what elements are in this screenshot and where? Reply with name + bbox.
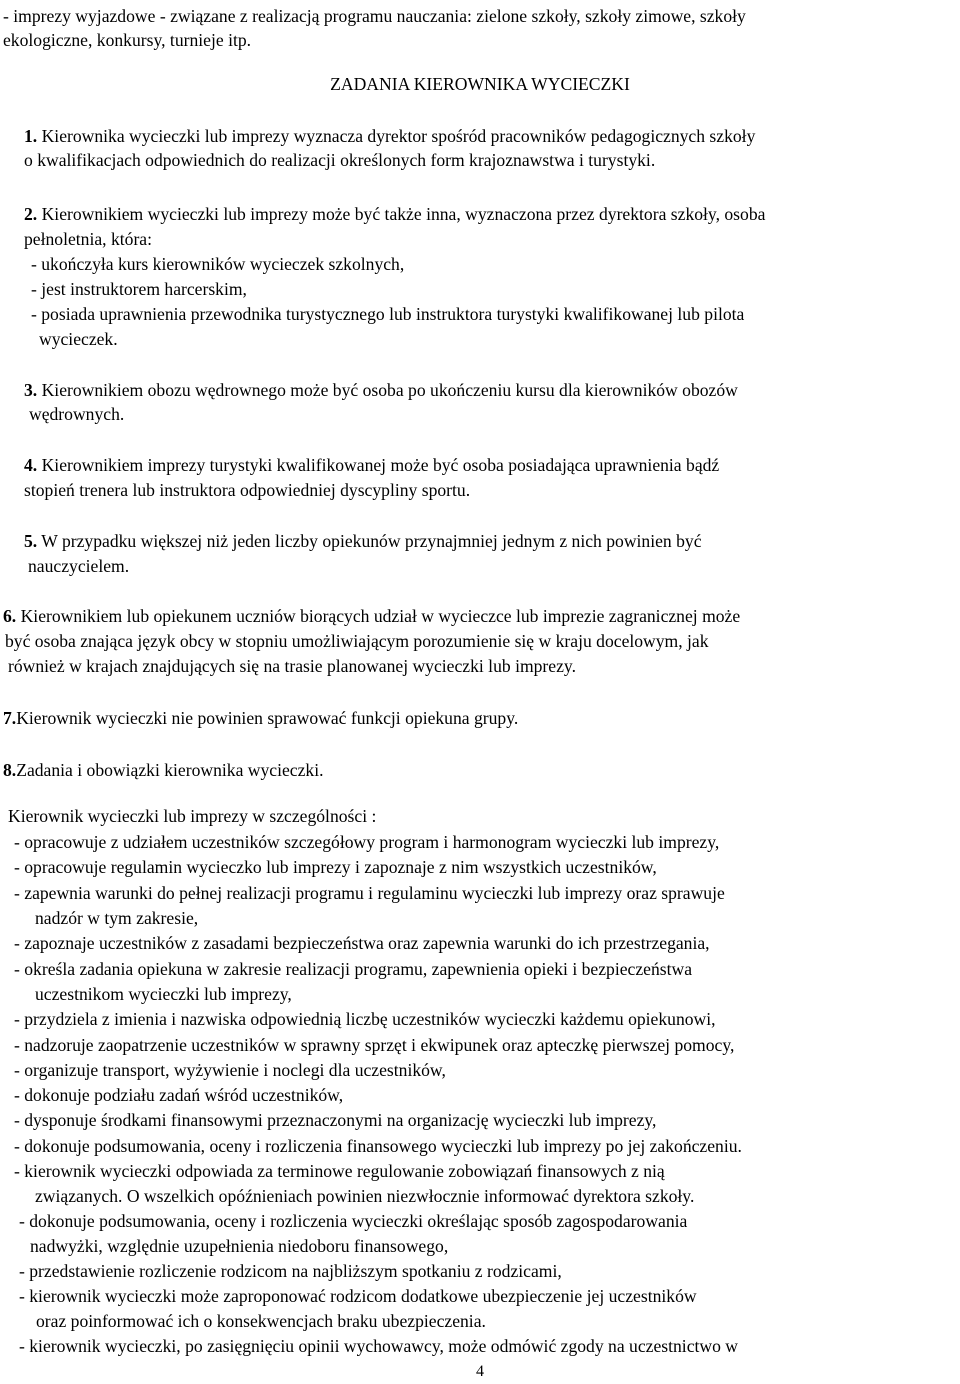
list-item-8	[3, 758, 323, 782]
duties-intro: Kierownik wycieczki lub imprezy w szczególności :	[8, 806, 377, 826]
item-text: Kierownik wycieczki nie powinien sprawować funkcji opiekuna grupy.	[16, 708, 519, 728]
item-text: o kwalifikacjach odpowiednich do realizacji określonych form krajoznawstwa i turystyki.	[24, 150, 656, 170]
item-text: W przypadku większej niż jeden liczby opiekunów przynajmniej jednym z nich powinien być	[37, 531, 702, 551]
duty-line: - przedstawienie rozliczenie rodzicom na najbliższym spotkaniu z rodzicami,	[19, 1261, 562, 1281]
item-text: wycieczek.	[39, 329, 118, 349]
duty-line: - dokonuje podziału zadań wśród uczestników,	[14, 1085, 344, 1105]
duty-line: - opracowuje regulamin wycieczko lub imprezy i zapoznaje z nim wszystkich uczestników,	[14, 857, 657, 877]
duty-line: - dokonuje podsumowania, oceny i rozliczenia wycieczki określając sposób zagospodarowania	[19, 1211, 688, 1231]
duty-line: nadzór w tym zakresie,	[35, 908, 199, 928]
item-number: 2.	[24, 204, 38, 224]
item-number: 1.	[24, 126, 38, 146]
section-title: ZADANIA KIEROWNIKA WYCIECZKI	[330, 74, 630, 94]
list-item-6	[3, 604, 740, 628]
item-text: - ukończyła kurs kierowników wycieczek szkolnych,	[31, 254, 405, 274]
item-text: Kierownikiem imprezy turystyki kwalifikowanej może być osoba posiadająca uprawnienia bądź	[37, 455, 720, 475]
item-number: 8.	[3, 760, 17, 780]
duty-line: - organizuje transport, wyżywienie i noclegi dla uczestników,	[14, 1060, 446, 1080]
duty-line: - określa zadania opiekuna w zakresie realizacji programu, zapewnienia opieki i bezpieczeństwa	[14, 959, 693, 979]
page-number: 4	[476, 1363, 484, 1380]
list-item-3	[24, 378, 738, 402]
item-text: Kierownikiem wycieczki lub imprezy może być także inna, wyznaczona przez dyrektora szkoły, osoba	[37, 204, 766, 224]
list-item-4	[24, 453, 719, 477]
item-text: stopień trenera lub instruktora odpowiedniej dyscypliny sportu.	[24, 480, 471, 500]
duty-line: - zapoznaje uczestników z zasadami bezpieczeństwa oraz zapewnia warunki do ich przestrzegania,	[14, 933, 710, 953]
duty-line: oraz poinformować ich o konsekwencjach braku ubezpieczenia.	[36, 1311, 486, 1331]
duty-line: - nadzoruje zaopatrzenie uczestników w sprawny sprzęt i ekwipunek oraz apteczkę pierwszej pomocy,	[14, 1035, 735, 1055]
item-number: 3.	[24, 380, 38, 400]
list-item-2	[24, 202, 765, 226]
item-text: - posiada uprawnienia przewodnika turystycznego lub instruktora turystyki kwalifikowanej lub pilota	[31, 304, 745, 324]
item-text: nauczycielem.	[28, 556, 130, 576]
item-number: 5.	[24, 531, 38, 551]
item-text: Zadania i obowiązki kierownika wycieczki.	[16, 760, 324, 780]
item-text: również w krajach znajdujących się na trasie planowanej wycieczki lub imprezy.	[8, 656, 576, 676]
intro-line: - imprezy wyjazdowe - związane z realizacją programu nauczania: zielone szkoły, szkoły zimowe, szkoły	[3, 6, 746, 26]
duty-line: - kierownik wycieczki odpowiada za terminowe regulowanie zobowiązań finansowych z nią	[14, 1161, 665, 1181]
list-item-5	[24, 529, 702, 553]
list-item-7	[3, 706, 518, 730]
item-text: pełnoletnia, która:	[24, 229, 153, 249]
duty-line: - dysponuje środkami finansowymi przeznaczonymi na organizację wycieczki lub imprezy,	[14, 1110, 657, 1130]
item-text: Kierownika wycieczki lub imprezy wyznacza dyrektor spośród pracowników pedagogicznych szkoły	[37, 126, 756, 146]
item-number: 7.	[3, 708, 17, 728]
duty-line: - zapewnia warunki do pełnej realizacji programu i regulaminu wycieczki lub imprezy oraz sprawuje	[14, 883, 725, 903]
item-number: 6.	[3, 606, 17, 626]
item-text: wędrownych.	[29, 404, 125, 424]
duty-line: - kierownik wycieczki może zaproponować rodzicom dodatkowe ubezpieczenie jej uczestników	[19, 1286, 697, 1306]
intro-line: ekologiczne, konkursy, turnieje itp.	[3, 30, 252, 50]
duty-line: - opracowuje z udziałem uczestników szczegółowy program i harmonogram wycieczki lub imprezy,	[14, 832, 720, 852]
item-text: Kierownikiem lub opiekunem uczniów biorących udział w wycieczce lub imprezie zagranicznej może	[16, 606, 741, 626]
item-text: - jest instruktorem harcerskim,	[31, 279, 247, 299]
list-item-1	[24, 124, 755, 148]
duty-line: uczestnikom wycieczki lub imprezy,	[35, 984, 292, 1004]
item-text: być osoba znająca język obcy w stopniu umożliwiającym porozumienie się w kraju docelowym, jak	[5, 631, 709, 651]
duty-line: - dokonuje podsumowania, oceny i rozliczenia finansowego wycieczki lub imprezy po jej zakończeniu.	[14, 1136, 742, 1156]
duty-line: - kierownik wycieczki, po zasięgnięciu opinii wychowawcy, może odmówić zgody na uczestnictwo w	[19, 1336, 738, 1356]
item-number: 4.	[24, 455, 38, 475]
item-text: Kierownikiem obozu wędrownego może być osoba po ukończeniu kursu dla kierowników obozów	[37, 380, 738, 400]
duty-line: związanych. O wszelkich opóźnieniach powinien niezwłocznie informować dyrektora szkoły.	[35, 1186, 695, 1206]
duty-line: - przydziela z imienia i nazwiska odpowiednią liczbę uczestników wycieczki każdemu opiekunowi,	[14, 1009, 716, 1029]
duty-line: nadwyżki, względnie uzupełnienia niedoboru finansowego,	[30, 1236, 449, 1256]
